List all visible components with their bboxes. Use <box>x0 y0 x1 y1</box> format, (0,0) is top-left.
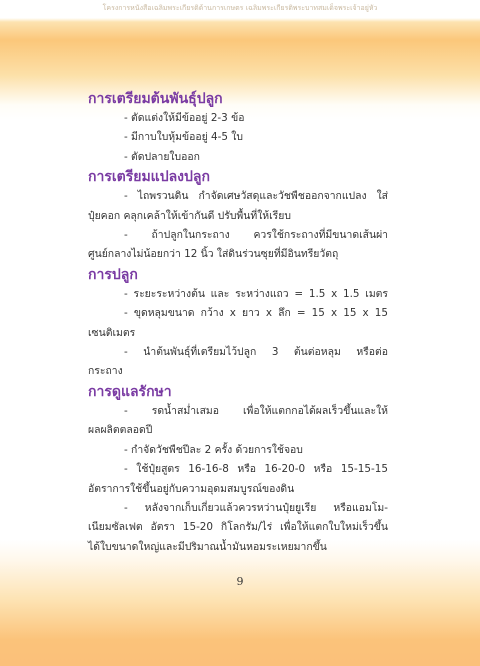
body-line: - ระยะระหว่างต้น และ ระหว่างแถว = 1.5 x 1.5 เมตร <box>124 287 388 300</box>
body-line: เซนติเมตร <box>88 326 136 339</box>
page-body <box>88 89 388 557</box>
body-line: - ถ้าปลูกในกระถาง ควรใช้กระถางที่มีขนาดเส้นผ่า <box>124 229 388 242</box>
section-heading-bed-prep: การเตรียมแปลงปลูก <box>88 169 210 186</box>
body-line: - หลังจากเก็บเกี่ยวแล้วควรหว่านปุ๋ยยูเรีย หรือแอมโม- <box>124 501 388 514</box>
section-heading-seedling-prep: การเตรียมต้นพันธุ์ปลูก <box>88 91 223 107</box>
body-line: - ตัดแต่งให้มีข้ออยู่ 2-3 ข้อ <box>124 112 245 124</box>
page-number: 9 <box>236 575 244 588</box>
body-line: กระถาง <box>88 365 123 378</box>
body-line: อัตราการใช้ขึ้นอยู่กับความอุดมสมบูรณ์ของดิน <box>88 482 295 495</box>
body-line: - ไถพรวนดิน กำจัดเศษวัสดุและวัชพืชออกจากแปลง ใส่ <box>124 190 388 203</box>
body-line: ได้ใบขนาดใหญ่และมีปริมาณน้ำมันหอมระเหยมากขึ้น <box>88 540 327 553</box>
body-line: - ตัดปลายใบออก <box>124 150 200 163</box>
body-line: - ขุดหลุมขนาด กว้าง x ยาว x ลึก = 15 x 15 x 15 <box>124 307 388 320</box>
body-line: - นำต้นพันธุ์ที่เตรียมไว้ปลูก 3 ต้นต่อหลุม หรือต่อ <box>124 346 388 359</box>
section-heading-planting: การปลูก <box>88 266 138 283</box>
body-line: เนียมซัลเฟต อัตรา 15-20 กิโลกรัม/ไร่ เพื่อให้แตกใบใหม่เร็วขึ้น <box>88 521 388 534</box>
body-line: ปุ๋ยคอก คลุกเคล้าให้เข้ากันดี ปรับพื้นที่ให้เรียบ <box>88 209 291 222</box>
section-heading-care: การดูแลรักษา <box>88 383 172 400</box>
body-line: - มีกาบใบหุ้มข้ออยู่ 4-5 ใบ <box>124 131 243 144</box>
running-header: โครงการหนังสือเฉลิมพระเกียรติด้านการเกษตร เฉลิมพระเกียรติพระบาทสมเด็จพระเจ้าอยู่หัว <box>102 4 378 12</box>
body-line: ผลผลิตตลอดปี <box>88 424 153 437</box>
body-line: - รดน้ำสม่ำเสมอ เพื่อให้แตกกอได้ผลเร็วขึ้นและให้ <box>124 404 388 417</box>
body-line: - กำจัดวัชพืชปีละ 2 ครั้ง ด้วยการใช้จอบ <box>124 443 303 456</box>
body-line: ศูนย์กลางไม่น้อยกว่า 12 นิ้ว ใส่ดินร่วนซุยที่มีอินทรียวัตถุ <box>88 248 339 261</box>
body-line: - ใช้ปุ๋ยสูตร 16-16-8 หรือ 16-20-0 หรือ 15-15-15 <box>124 463 388 476</box>
